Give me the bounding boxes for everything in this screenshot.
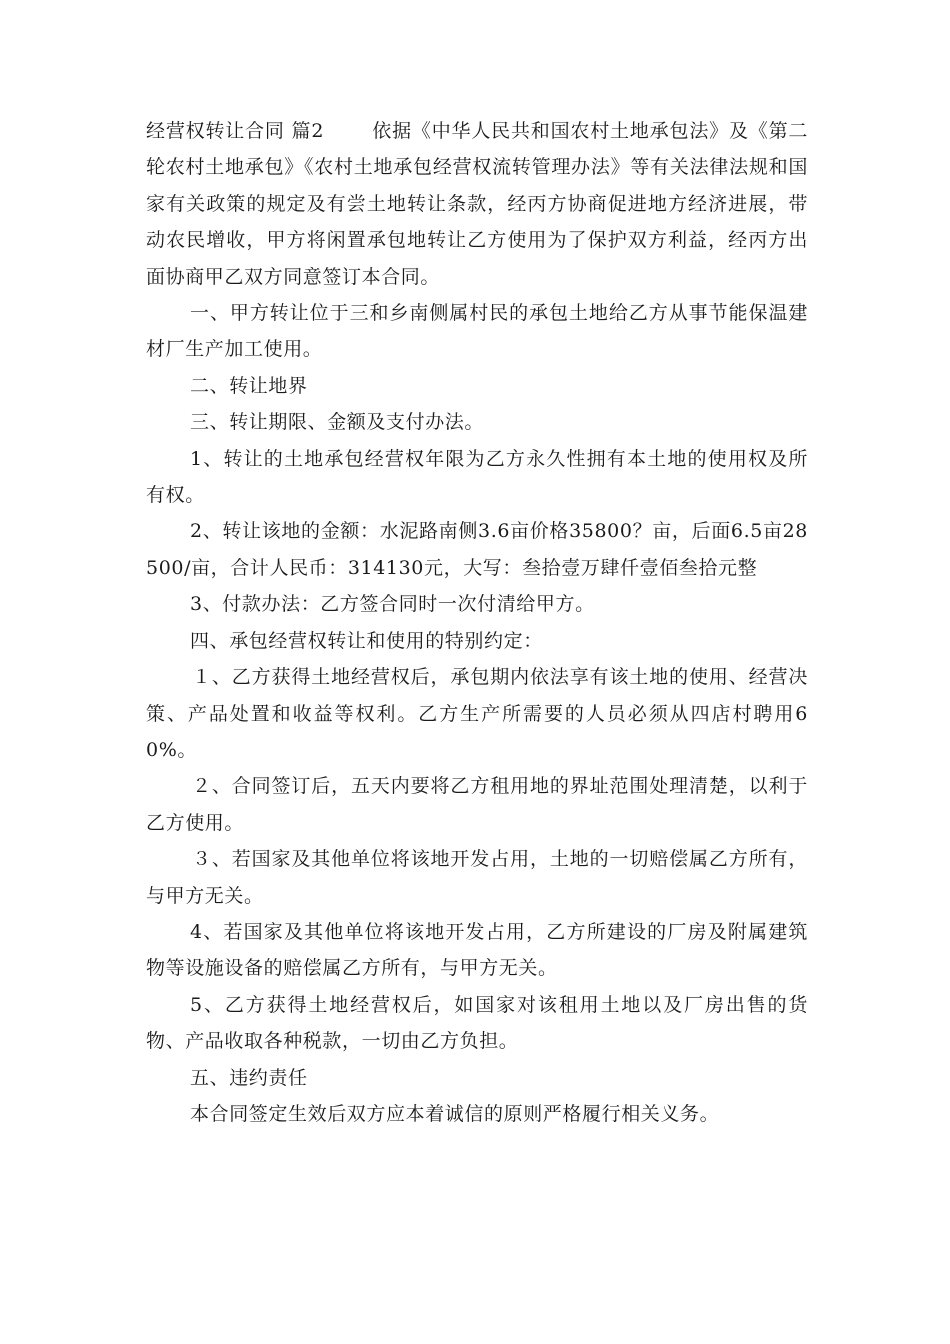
clause-3-1-term: 1、转让的土地承包经营权年限为乙方永久性拥有本土地的使用权及所有权。 xyxy=(146,447,808,507)
clause-5-text: 本合同签定生效后双方应本着诚信的原则严格履行相关义务。 xyxy=(190,1102,720,1125)
clause-4-2-boundary-clearance: ２、合同签订后，五天内要将乙方租用地的界址范围处理清楚，以利于乙方使用。 xyxy=(146,775,808,834)
intro-paragraph xyxy=(146,113,808,295)
clause-3-2-amount: 2、转让该地的金额：水泥路南侧3.6亩价格35800？亩，后面6.5亩28500/亩，合计人民币：314130元，大写：叁拾壹万肆仟壹佰叁拾元整 xyxy=(146,520,808,579)
clause-3-3-payment: 3、付款办法：乙方签合同时一次付清给甲方。 xyxy=(190,593,595,616)
clause-4-4-building-compensation: 4、若国家及其他单位将该地开发占用，乙方所建设的厂房及附属建筑物等设施设备的赔偿属乙方所有，与甲方无关。 xyxy=(146,920,808,980)
clause-4-3-land-compensation: ３、若国家及其他单位将该地开发占用，土地的一切赔偿属乙方所有，与甲方无关。 xyxy=(146,848,808,907)
clause-4-5-taxes: 5、乙方获得土地经营权后，如国家对该租用土地以及厂房出售的货物、产品收取各种税款，一切由乙方负担。 xyxy=(146,993,808,1053)
clause-1-transfer-location: 一、甲方转让位于三和乡南侧属村民的承包土地给乙方从事节能保温建材厂生产加工使用。 xyxy=(146,302,808,361)
clause-4-1-rights: １、乙方获得土地经营权后，承包期内依法享有该土地的使用、经营决策、产品处置和收益等权利。乙方生产所需要的人员必须从四店村聘用60%。 xyxy=(146,666,808,761)
clause-4-special-terms: 四、承包经营权转让和使用的特别约定： xyxy=(190,629,543,652)
document-heading: 经营权转让合同 篇2 xyxy=(146,120,325,142)
intro-text: 依据《中华人民共和国农村土地承包法》及《第二轮农村土地承包》《农村土地承包经营权流转管理办法》等有关法律法规和国家有关政策的规定及有尝土地转让条款，经丙方协商促进地方经济进展，带动农民增收，甲方将闲置承包地转让乙方使用为了保护双方利益，经丙方出面协商甲乙双方同意签订本合同。 xyxy=(146,120,808,288)
clause-3-term-amount-payment: 三、转让期限、金额及支付办法。 xyxy=(190,411,485,434)
clause-5-liability: 五、违约责任 xyxy=(190,1066,308,1089)
document-body xyxy=(146,113,808,1132)
clause-2-transfer-boundary: 二、转让地界 xyxy=(190,374,308,397)
